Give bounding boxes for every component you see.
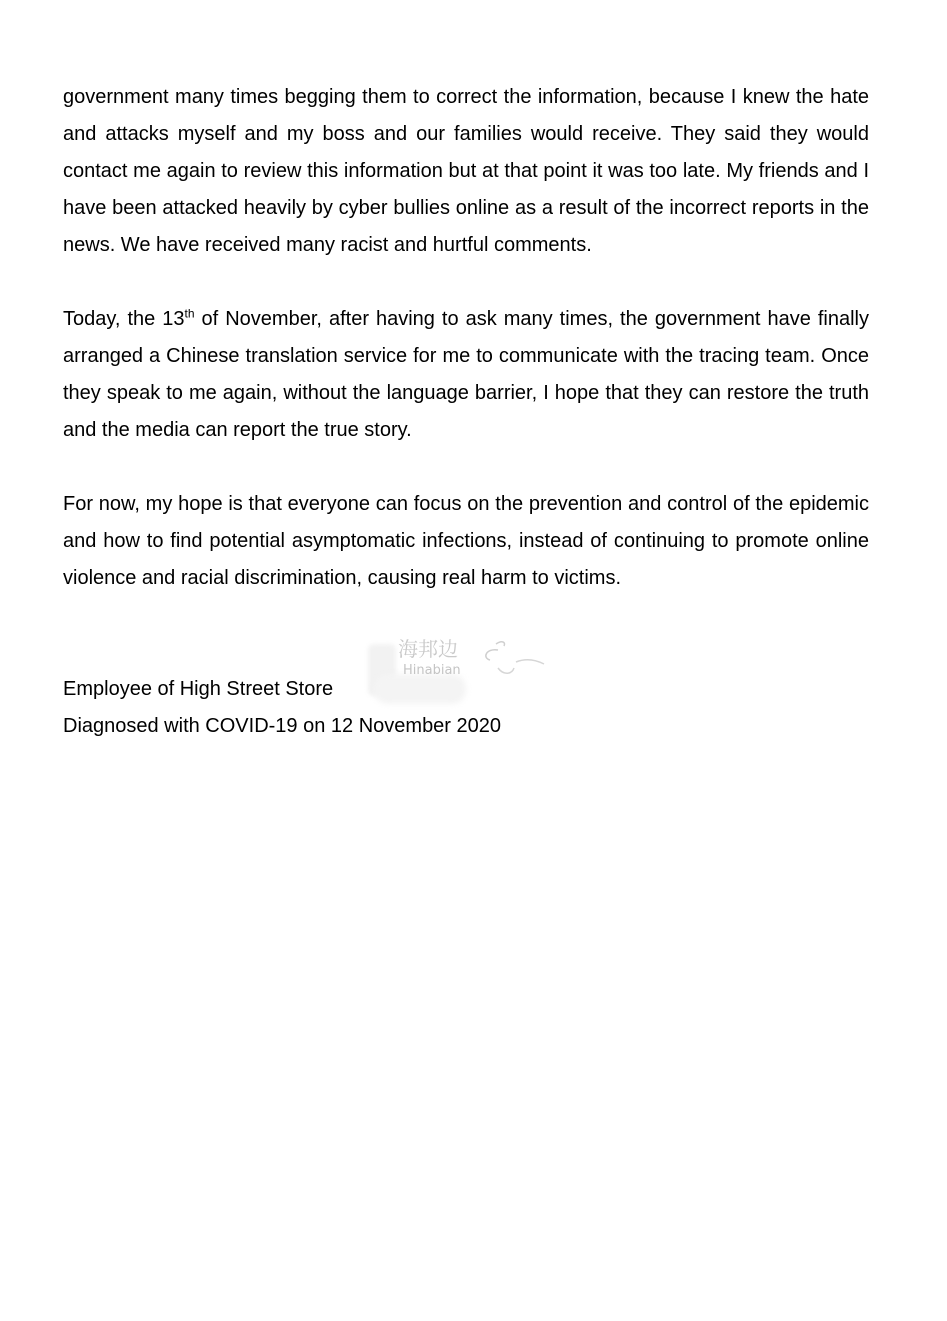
watermark-logo [368, 636, 548, 706]
signature-diagnosis-date: Diagnosed with COVID-19 on 12 November 2020 [63, 715, 502, 737]
body-paragraph-3: For now, my hope is that everyone can focus on the prevention and control of the epidemic and how to find potential asymptomatic infections, instead of continuing to promote online violence and racial discrimination, causing real harm to victims. [63, 493, 869, 589]
watermark-text: 海邦边 [398, 637, 458, 661]
body-paragraph-2 [63, 301, 869, 449]
paragraph-2-rest: of November, after having to ask many times, the government have finally arranged a Chinese translation service for me to communicate with the tracing team. Once they speak to me again, without the language barrier, I hope that they can restore the truth and the media can report the true story. [63, 308, 869, 441]
body-paragraph-1: government many times begging them to correct the information, because I knew the hate and attacks myself and my boss and our families would receive. They said they would contact me again to review this information but at that point it was too late. My friends and I have been attacked heavily by cyber bullies online as a result of the incorrect reports in the news. We have received many racist and hurtful comments. [63, 86, 869, 256]
signature-title: Employee of High Street Store [63, 678, 334, 700]
ordinal-suffix: th [184, 306, 195, 321]
redaction-smear [374, 674, 466, 704]
watermark-swirl-icon [476, 638, 546, 682]
watermark-subtext: Hinabian [403, 663, 461, 678]
paragraph-2-start: Today, the 13 [63, 308, 185, 330]
